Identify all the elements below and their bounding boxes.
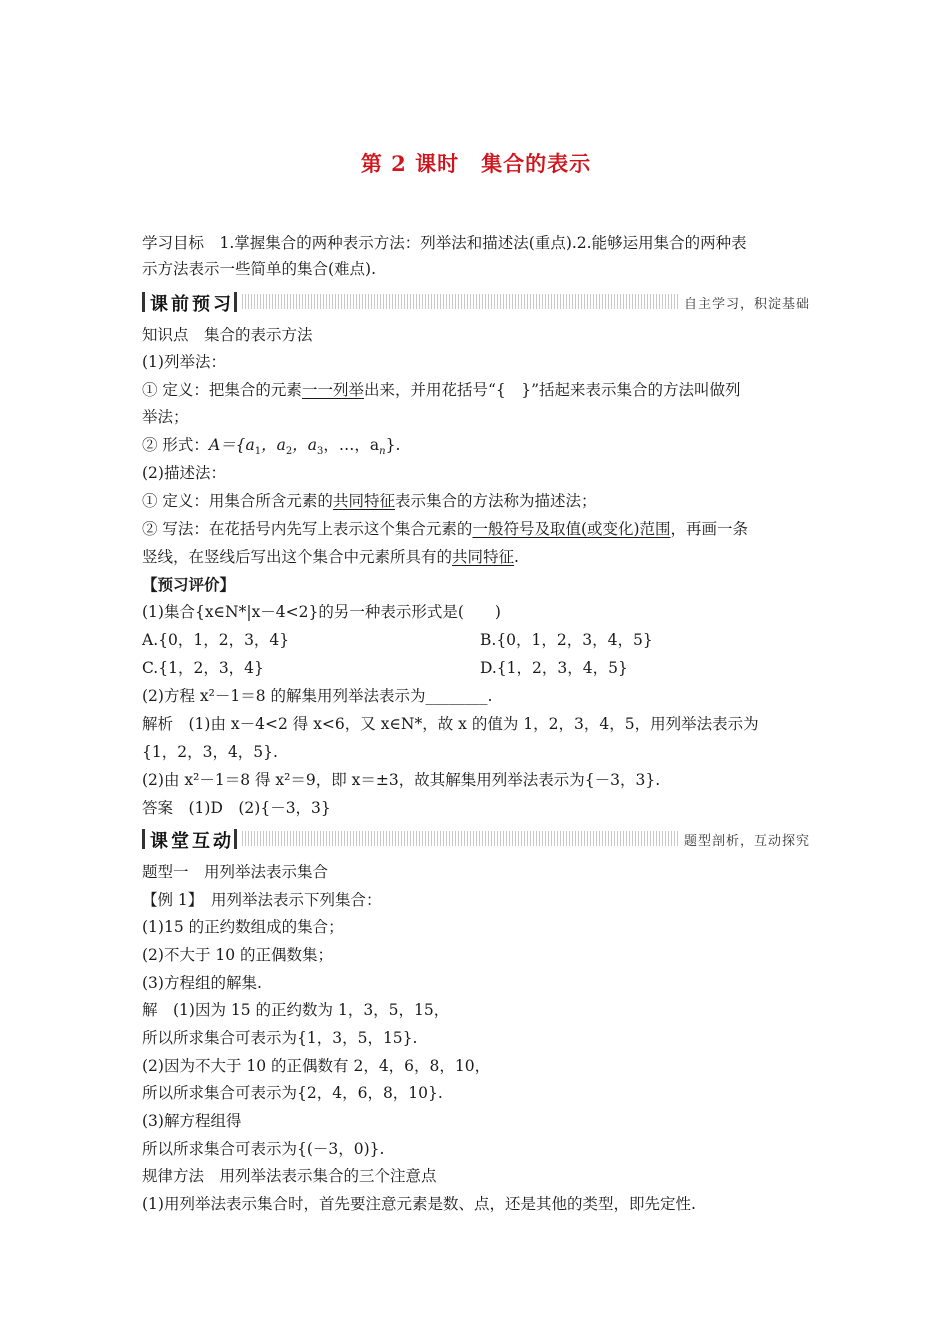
subscript: 2 bbox=[285, 446, 293, 458]
underlined-term: 一般符号及取值(或变化)范围 bbox=[472, 520, 671, 538]
text-run: ① 定义：用集合所含元素的 bbox=[142, 492, 333, 510]
solution-line-6: 所以所求集合可表示为{(－3，0)}. bbox=[142, 1140, 385, 1158]
solution-line-1: 解 (1)因为 15 的正约数为 1，3，5，15， bbox=[142, 1001, 450, 1019]
text-run: ，a bbox=[261, 436, 286, 454]
text-run: ，…，a bbox=[323, 436, 380, 454]
banner-label: 课堂互动 bbox=[150, 831, 234, 852]
subscript: n bbox=[379, 446, 386, 458]
enumeration-form bbox=[142, 435, 401, 458]
learning-goals-line-2: 示方法表示一些简单的集合(难点). bbox=[142, 260, 377, 278]
text-run: ，再画一条 bbox=[670, 520, 749, 538]
option-d: D.{1，2，3，4，5} bbox=[480, 659, 628, 677]
banner-tagline: 自主学习，积淀基础 bbox=[678, 293, 810, 312]
option-c: C.{1，2，3，4} bbox=[142, 659, 264, 677]
enumeration-heading: (1)列举法： bbox=[142, 353, 226, 371]
enumeration-definition bbox=[142, 380, 741, 400]
description-writing bbox=[142, 519, 748, 539]
text-run: ② 形式： bbox=[142, 436, 209, 454]
answer-line: 答案 (1)D (2){－3，3} bbox=[142, 799, 331, 817]
example-item-3: (3)方程组的解集. bbox=[142, 974, 262, 992]
solution-line-5: (3)解方程组得 bbox=[142, 1112, 242, 1130]
text-run: 表示集合的方法称为描述法； bbox=[394, 492, 597, 510]
option-b: B.{0，1，2，3，4，5} bbox=[480, 631, 653, 649]
section-banner-classroom bbox=[142, 827, 810, 851]
banner-tagline: 题型剖析，互动探究 bbox=[678, 830, 810, 849]
solution-line-3: (2)因为不大于 10 的正偶数有 2，4，6，8，10， bbox=[142, 1057, 491, 1075]
underlined-term: 共同特征 bbox=[452, 548, 515, 566]
banner-divider bbox=[234, 829, 237, 849]
banner-divider bbox=[234, 292, 237, 312]
text-run: ② 写法：在花括号内先写上表示这个集合元素的 bbox=[142, 520, 473, 538]
text-run: 竖线，在竖线后写出这个集合中元素所具有的 bbox=[142, 548, 453, 566]
question-1: (1)集合{x∈N*|x－4<2}的另一种表示形式是( ) bbox=[142, 603, 501, 621]
text-run: 出来，并用花括号“{ }”括起来表示集合的方法叫做列 bbox=[363, 381, 741, 399]
lesson-title: 第 2 课时 集合的表示 bbox=[360, 151, 592, 176]
analysis-line-1: 解析 (1)由 x－4<2 得 x<6，又 x∈N*，故 x 的值为 1，2，3，4，5，用列举法表示为 bbox=[142, 715, 759, 733]
banner-label: 课前预习 bbox=[150, 294, 234, 315]
solution-line-4: 所以所求集合可表示为{2，4，6，8，10}. bbox=[142, 1084, 443, 1102]
question-2: (2)方程 x²－1＝8 的解集用列举法表示为________. bbox=[142, 687, 493, 705]
example-item-1: (1)15 的正约数组成的集合； bbox=[142, 918, 344, 936]
description-definition bbox=[142, 491, 596, 511]
text-run: ，a bbox=[292, 436, 317, 454]
section-banner-preview bbox=[142, 290, 810, 314]
text-run: ① 定义：把集合的元素 bbox=[142, 381, 302, 399]
rule-heading: 规律方法 用列举法表示集合的三个注意点 bbox=[142, 1167, 437, 1185]
banner-divider bbox=[142, 292, 145, 312]
preview-evaluation-heading: 【预习评价】 bbox=[142, 575, 236, 594]
subscript: 1 bbox=[254, 446, 262, 458]
analysis-line-2: {1，2，3，4，5}. bbox=[142, 743, 278, 761]
enumeration-definition-cont: 举法； bbox=[142, 408, 189, 426]
description-heading: (2)描述法： bbox=[142, 464, 226, 482]
option-a: A.{0，1，2，3，4} bbox=[142, 631, 290, 649]
underlined-term: 共同特征 bbox=[332, 492, 395, 510]
subscript: 3 bbox=[317, 446, 324, 458]
learning-goals-line-1: 学习目标 1.掌握集合的两种表示方法：列举法和描述法(重点).2.能够运用集合的两种表 bbox=[142, 234, 747, 252]
text-run: . bbox=[514, 548, 519, 566]
banner-divider bbox=[142, 829, 145, 849]
example-1-heading: 【例 1】 用列举法表示下列集合： bbox=[142, 891, 382, 909]
text-run: A bbox=[208, 436, 221, 454]
solution-line-2: 所以所求集合可表示为{1，3，5，15}. bbox=[142, 1029, 418, 1047]
description-writing-cont bbox=[142, 547, 519, 567]
rule-item-1: (1)用列举法表示集合时，首先要注意元素是数、点，还是其他的类型，即先定性. bbox=[142, 1195, 696, 1213]
type-1-title: 题型一 用列举法表示集合 bbox=[142, 863, 329, 881]
analysis-line-3: (2)由 x²－1＝8 得 x²＝9，即 x＝±3，故其解集用列举法表示为{－3，3}. bbox=[142, 771, 661, 789]
text-run: ＝{a bbox=[220, 436, 255, 454]
knowledge-point-title: 知识点 集合的表示方法 bbox=[142, 326, 313, 344]
text-run: }. bbox=[385, 436, 401, 454]
underlined-term: 一一列举 bbox=[301, 381, 364, 399]
example-item-2: (2)不大于 10 的正偶数集； bbox=[142, 946, 334, 964]
